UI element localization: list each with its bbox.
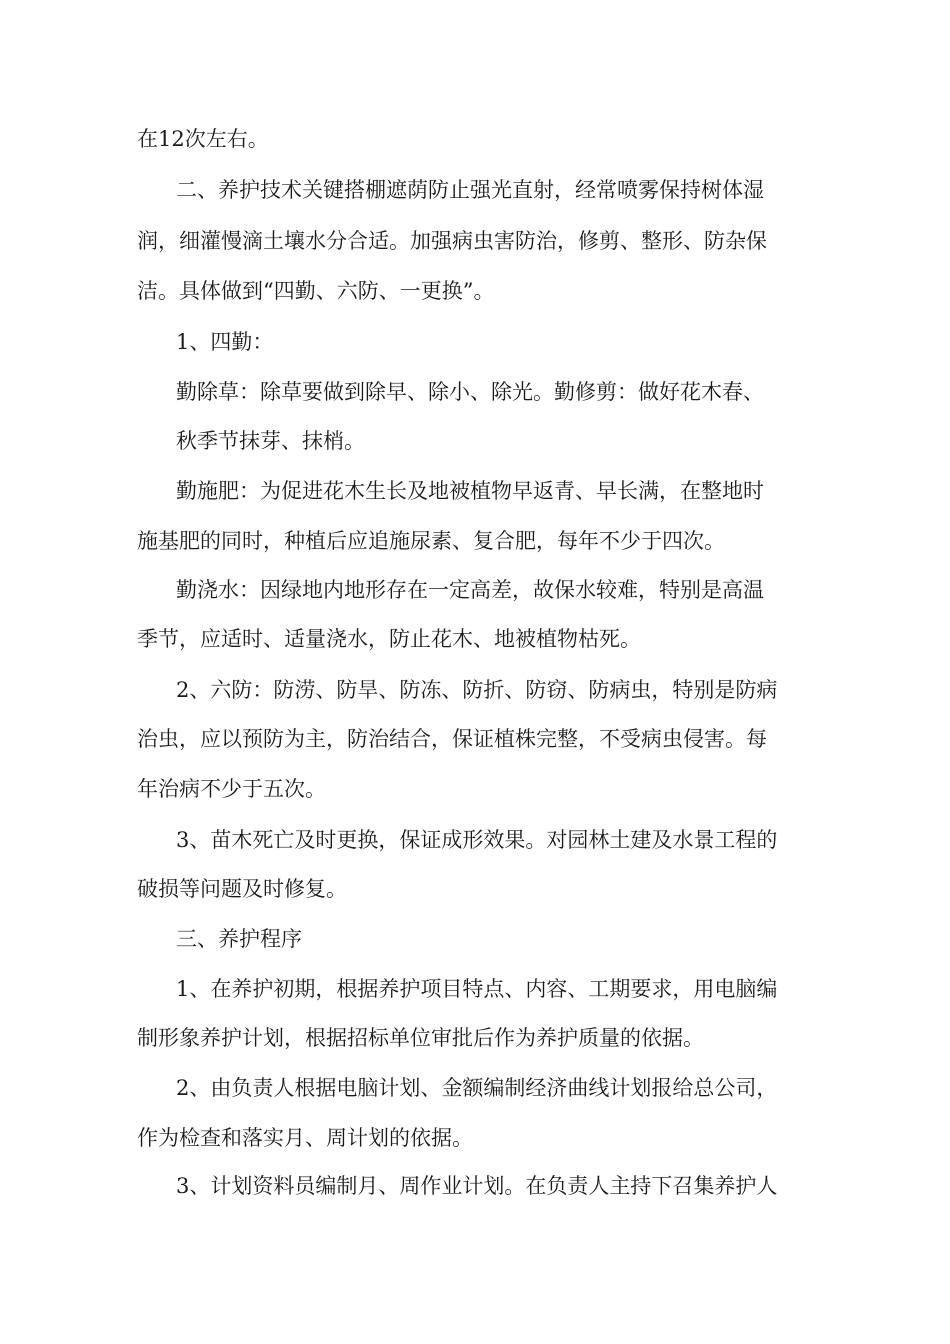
text-line-6: 勤除草：除草要做到除早、除小、除光。勤修剪：做好花木春、 [176,380,764,404]
text-line-19: 制形象养护计划，根据招标单位审批后作为养护质量的依据。 [137,1026,704,1050]
text-line-21: 作为检查和落实月、周计划的依据。 [137,1126,473,1150]
text-line-4: 洁。具体做到“四勤、六防、一更换”。 [137,279,495,303]
text-line-11: 季节，应适时、适量浇水，防止花木、地被植物枯死。 [137,627,641,651]
text-line-20: 2、由负责人根据电脑计划、金额编制经济曲线计划报给总公司， [176,1076,778,1100]
text-line-17: 三、养护程序 [176,927,302,951]
text-line-18: 1、在养护初期，根据养护项目特点、内容、工期要求，用电脑编 [176,977,778,1001]
text-line-5: 1、四勤： [176,330,274,354]
text-line-7: 秋季节抹芽、抹梢。 [176,429,365,453]
text-line-2: 二、养护技术关键搭棚遮荫防止强光直射，经常喷雾保持树体湿 [176,178,764,202]
text-line-13: 治虫，应以预防为主，防治结合，保证植株完整，不受病虫侵害。每 [137,727,767,751]
text-line-3: 润，细灌慢滴土壤水分合适。加强病虫害防治，修剪、整形、防杂保 [137,229,767,253]
text-line-9: 施基肥的同时，种植后应追施尿素、复合肥，每年不少于四次。 [137,529,725,553]
text-line-14: 年治病不少于五次。 [137,777,326,801]
text-line-12: 2、六防：防涝、防旱、防冻、防折、防窃、防病虫，特别是防病 [176,678,778,702]
text-line-1: 在12次左右。 [137,127,269,151]
text-line-15: 3、苗木死亡及时更换，保证成形效果。对园林土建及水景工程的 [176,828,778,852]
text-line-16: 破损等问题及时修复。 [137,877,347,901]
text-line-8: 勤施肥：为促进花木生长及地被植物早返青、早长满，在整地时 [176,479,764,503]
text-line-10: 勤浇水：因绿地内地形存在一定高差，故保水较难，特别是高温 [176,578,764,602]
text-line-22: 3、计划资料员编制月、周作业计划。在负责人主持下召集养护人 [176,1174,778,1198]
